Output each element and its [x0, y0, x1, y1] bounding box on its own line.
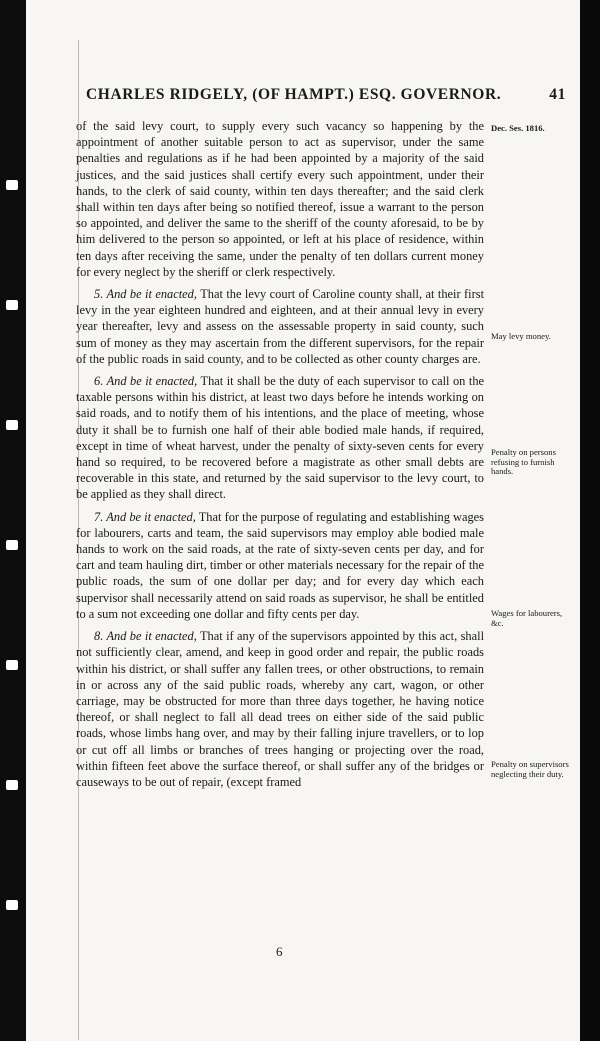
section-lead: 8. And be it enacted, [94, 629, 197, 644]
page-number: 41 [549, 86, 566, 103]
paragraph-text: That it shall be the duty of each supervisor to call on the taxable persons within his district, at least two days before he intends working on said roads, and to notify them of his intentions, and the place of meeting, whose duty it shall be to furnish one half of their able bodied male hands, if required, except in time of wheat harvest, under the penalty of sixty-seven cents for every hand so required, to be recovered before a magistrate as other small debts are recoverable in this state, and returned by the said supervisor to the levy court, to be applied as they shall direct. [76, 374, 485, 502]
paragraph-text: of the said levy court, to supply every such vacancy so happening by the appointment of another suitable person to act as supervisor, under the same penalties and regulations as if he had been appointed by a majority of the said justices, and the said justices shall certify every such appointment, under their hands, to the clerk of said county, within ten days thereafter; and the said clerk shall within ten days after being so notified thereof, issue a warrant to the person so appointed, and deliver the same to the sheriff of the county aforesaid, to be by him delivered to the person so appointed, or left at his place of residence, within ten days after receiving the same, under the penalty of ten dollars current money for every neglect by the sheriff or clerk respectively. [76, 119, 484, 279]
signature-mark: 6 [276, 944, 283, 959]
running-header [86, 86, 566, 104]
section-lead: 6. And be it enacted, [94, 374, 198, 389]
margin-note-penalty-supervisors: Penalty on supervisors neglecting their duty. [491, 759, 569, 779]
paragraph-continued [76, 118, 484, 280]
document-page [26, 0, 580, 1041]
margin-note-wages: Wages for labourers, &c. [491, 608, 563, 628]
margin-note-penalty-persons: Penalty on persons refusing to furnish hands. [491, 447, 556, 477]
margin-note-levy: May levy money. [491, 331, 551, 341]
header-title: CHARLES RIDGELY, (OF HAMPT.) ESQ. GOVERNOR. [86, 86, 502, 103]
section-6 [76, 373, 484, 503]
section-lead: 7. And be it enacted, [94, 509, 196, 524]
body-text [76, 118, 484, 790]
section-8 [76, 628, 484, 790]
section-7 [76, 509, 484, 622]
section-5 [76, 286, 484, 367]
paragraph-text: That the levy court of Caroline county shall, at their first levy in the year eighteen hundred and eighteen, and at their annual levy in every year thereafter, levy and assess on the assessable property in said county, such sum of money as they may ascertain from the different supervisors, for the repair of the public roads in said county, and to be collected as other county charges are. [76, 287, 485, 366]
margin-note-session: Dec. Ses. 1816. [491, 123, 545, 133]
paragraph-text: That for the purpose of regulating and establishing wages for labourers, carts and team, the said supervisors may employ able bodied male hands to work on the said roads, at the rate of sixty-seven cents per day, and for cart and team hauling dirt, timber or other materials necessary for the repair of the public roads, the sum of one dollar per day; and for every day which each supervisor shall necessarily attend on said roads as supervisor, he shall be entitled to a sum not exceeding one dollar and fifty cents per day. [76, 509, 485, 621]
scan-border-left [0, 0, 26, 1041]
paragraph-text: That if any of the supervisors appointed by this act, shall not sufficiently clear, amend, and keep in good order and repair, the public roads within his district, or shall suffer any fallen trees, or other obstructions, to remain in or across any of the said public roads, whereby any cart, wagon, or other carriage, may be obstructed for more than three days together, he having notice thereof, or shall neglect to fall all dead trees on either side of the said public roads, whose limbs hang over, and may by their falling injure travellers, or to lop or cut off all limbs or branches of trees hanging or projecting over the road, within fifteen feet above the surface thereof, or shall suffer any of the bridges or causeways to be out of repair, (except framed [76, 629, 485, 789]
scan-border-right [580, 0, 600, 1041]
section-lead: 5. And be it enacted, [94, 287, 197, 302]
